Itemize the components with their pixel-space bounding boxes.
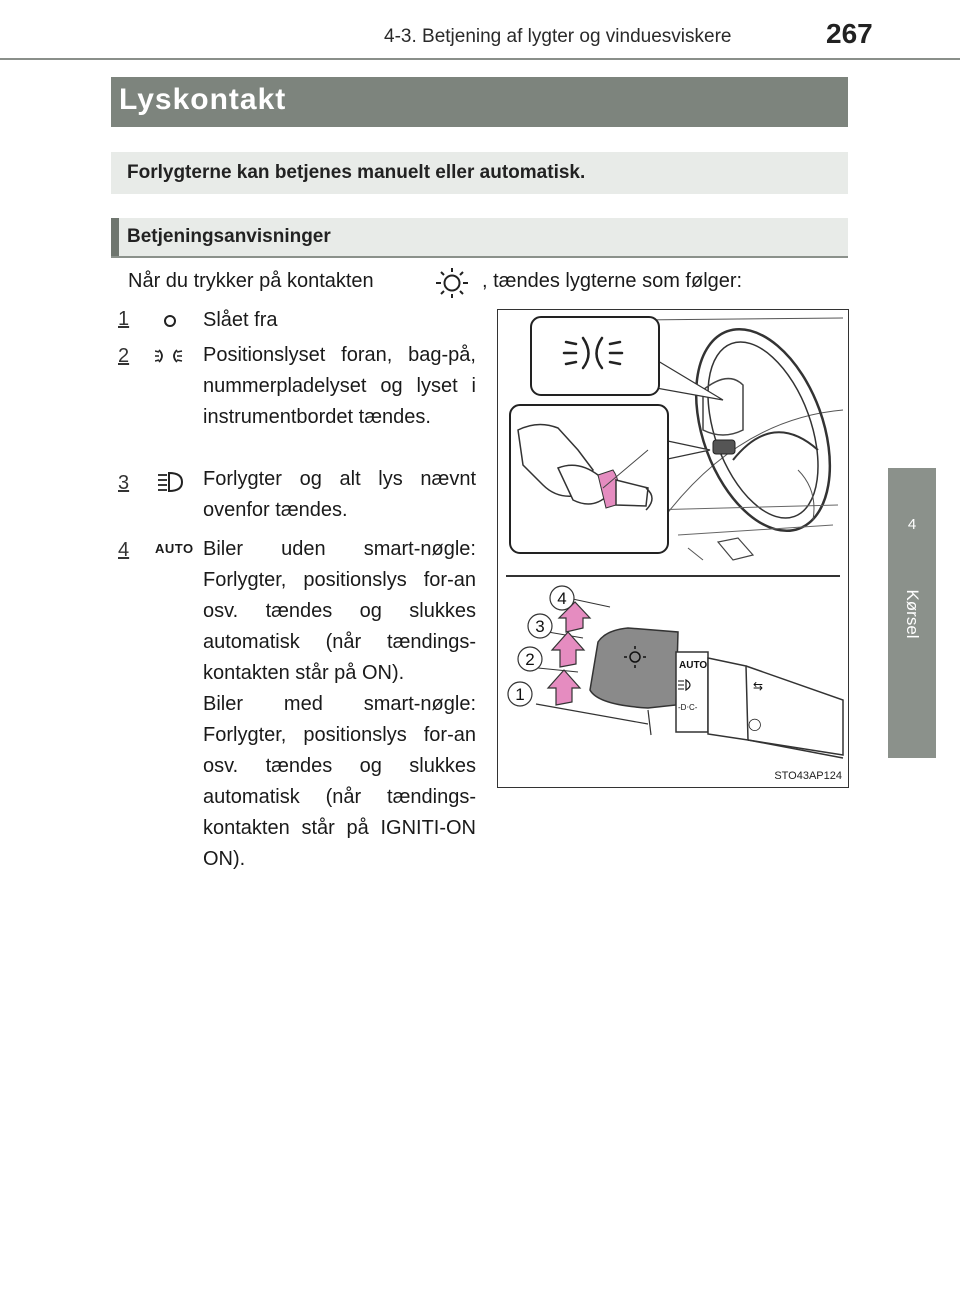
intro-box bbox=[111, 152, 848, 194]
lead-text-after: , tændes lygterne som følger: bbox=[482, 270, 743, 292]
position-lights-icon bbox=[155, 346, 187, 366]
illustration-drawing bbox=[498, 310, 848, 787]
auto-icon: AUTO bbox=[155, 541, 194, 556]
item-text-2: Positionslyset foran, bag-på, nummerpladelyset og lyset i instrumentbordet tændes. bbox=[203, 344, 476, 428]
subheading-marker bbox=[111, 218, 119, 256]
headlight-icon bbox=[155, 470, 187, 494]
subheading: Betjeningsanvisninger bbox=[127, 226, 331, 247]
off-circle-icon bbox=[155, 311, 185, 331]
intro-text: Forlygterne kan betjenes manuelt eller automatisk. bbox=[127, 162, 586, 183]
chapter-number: 4 bbox=[907, 516, 917, 533]
item-number-2: 2 bbox=[118, 345, 130, 367]
page-title: Lyskontakt bbox=[119, 83, 287, 116]
chapter-label bbox=[888, 554, 936, 694]
figure-callout-4: 4 bbox=[557, 589, 567, 608]
chapter-name: Kørsel bbox=[903, 589, 922, 639]
svg-text:◯: ◯ bbox=[748, 717, 762, 731]
section-title: 4-3. Betjening af lygter og vinduesviskere bbox=[384, 26, 732, 47]
svg-text:-D⋅C-: -D⋅C- bbox=[678, 703, 698, 712]
item-text-1: Slået fra bbox=[203, 309, 278, 331]
item-number-3: 3 bbox=[118, 472, 130, 494]
lever-auto-label: AUTO bbox=[679, 660, 708, 671]
figure-callout-1: 1 bbox=[515, 685, 525, 704]
item-text-3: Forlygter og alt lys nævnt ovenfor tændes. bbox=[203, 468, 476, 521]
item-text-4a: Biler uden smart-nøgle: Forlygter, positionslys for-an osv. tændes og slukkes automatisk (når tændings-kontakten står på ON). bbox=[203, 538, 476, 684]
lever-illustration bbox=[497, 309, 849, 788]
figure-callout-2: 2 bbox=[525, 650, 535, 669]
subheading-bar bbox=[111, 218, 848, 258]
chapter-tab bbox=[888, 468, 936, 758]
header-divider bbox=[0, 58, 960, 60]
item-number-1: 1 bbox=[118, 308, 130, 330]
figure-code: STO43AP124 bbox=[774, 770, 842, 782]
page-number: 267 bbox=[826, 18, 873, 49]
page-title-bar bbox=[111, 77, 848, 127]
item-number-4: 4 bbox=[118, 539, 130, 561]
figure-callout-3: 3 bbox=[535, 617, 545, 636]
headlight-switch-icon bbox=[432, 266, 472, 300]
svg-text:⇆: ⇆ bbox=[753, 679, 764, 693]
item-text-4b: Biler med smart-nøgle: Forlygter, positionslys for-an osv. tændes og slukkes automatisk (når tændings-kontakten står på IGNITI-ON ON). bbox=[203, 693, 476, 870]
lead-text-before: Når du trykker på kontakten bbox=[128, 270, 374, 292]
